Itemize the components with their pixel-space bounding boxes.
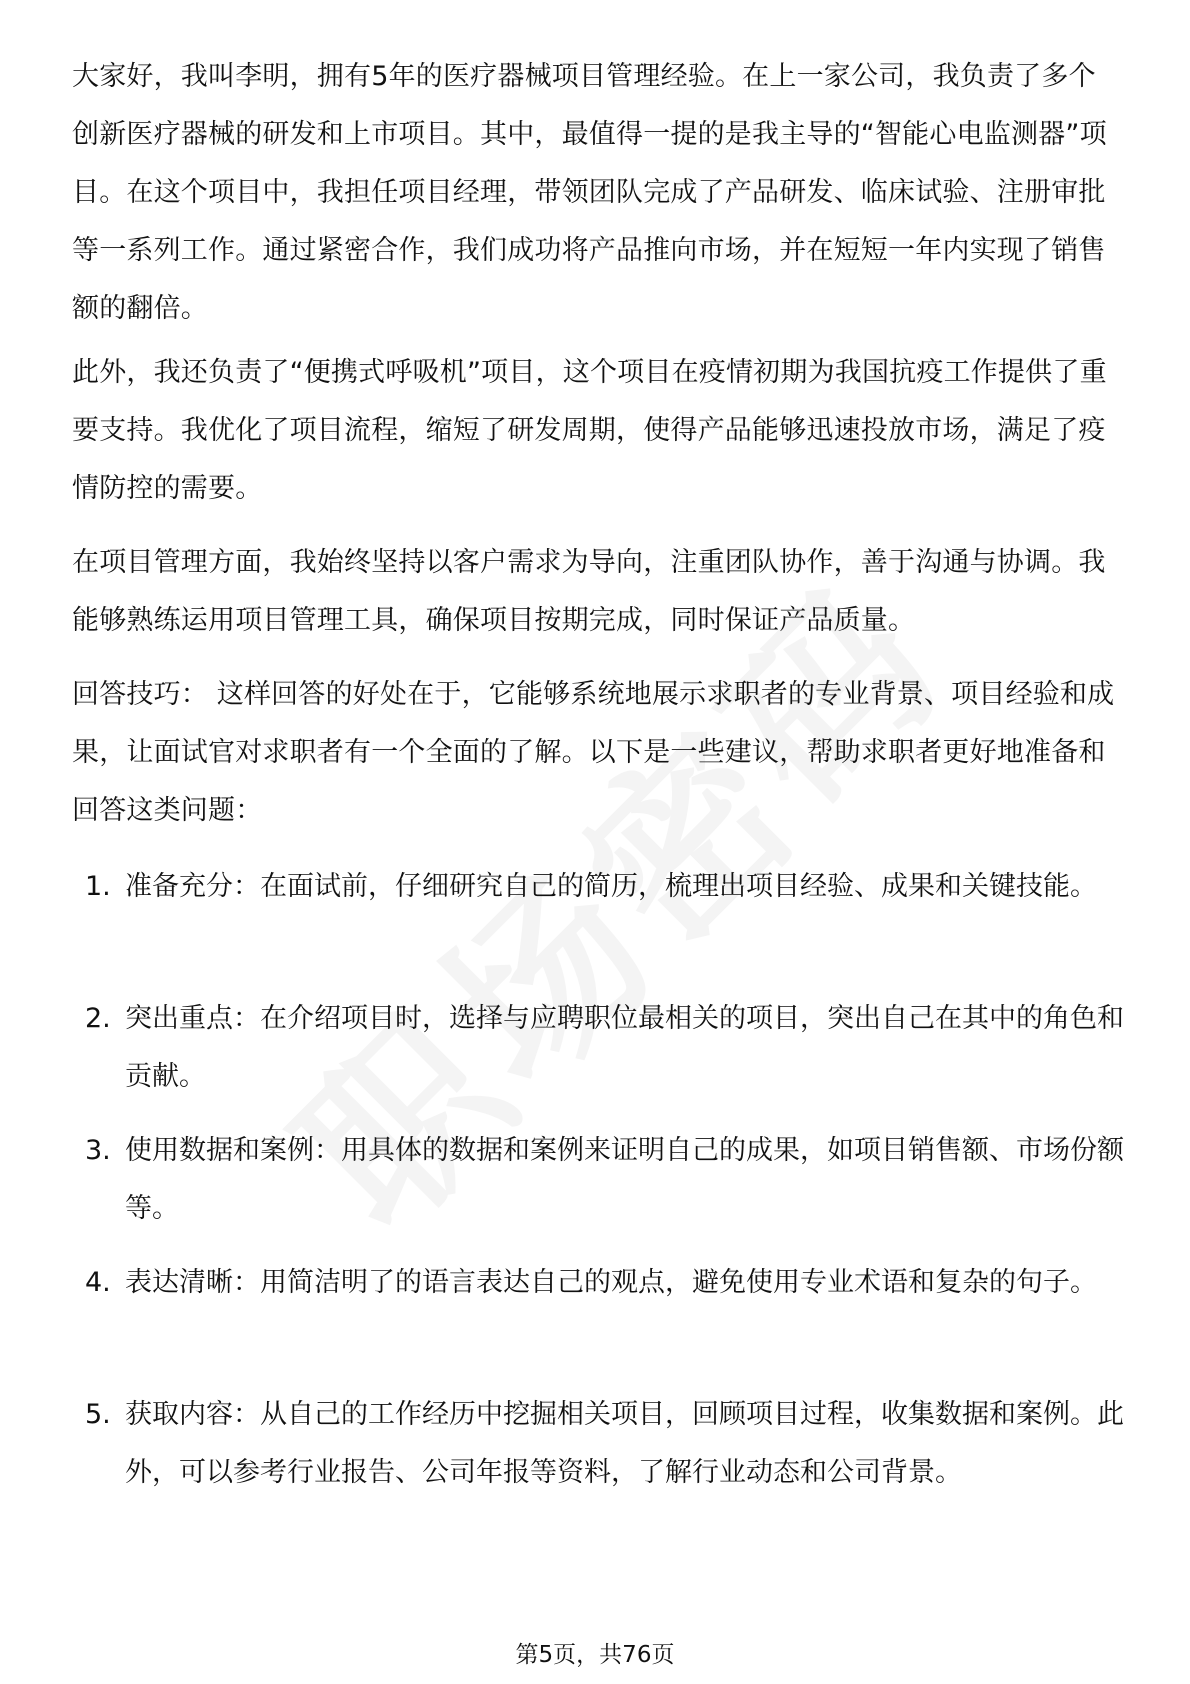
page-footer: 第5页，共76页 xyxy=(515,1642,675,1668)
list-item xyxy=(85,858,1125,916)
list-number: 4. xyxy=(85,1267,111,1298)
list-item xyxy=(85,990,1125,1106)
list-text: 突出重点：在介绍项目时，选择与应聘职位最相关的项目，突出自己在其中的角色和贡献。 xyxy=(125,1003,1124,1092)
list-item xyxy=(85,1122,1125,1238)
list-number: 1. xyxy=(85,871,111,902)
list-item xyxy=(85,1386,1125,1502)
paragraph-ventilator: 此外，我还负责了“便携式呼吸机”项目，这个项目在疫情初期为我国抗疫工作提供了重要支持。我优化了项目流程，缩短了研发周期，使得产品能够迅速投放市场，满足了疫情防控的需要。 xyxy=(72,357,1107,504)
list-text: 准备充分：在面试前，仔细研究自己的简历，梳理出项目经验、成果和关键技能。 xyxy=(125,871,1097,902)
list-text: 使用数据和案例：用具体的数据和案例来证明自己的成果，如项目销售额、市场份额等。 xyxy=(125,1135,1124,1224)
paragraph-management: 在项目管理方面，我始终坚持以客户需求为导向，注重团队协作，善于沟通与协调。我能够熟练运用项目管理工具，确保项目按期完成，同时保证产品质量。 xyxy=(72,547,1106,636)
list-number: 3. xyxy=(85,1135,111,1166)
list-number: 5. xyxy=(85,1399,111,1430)
list-item xyxy=(85,1254,1125,1312)
paragraph-intro: 大家好，我叫李明，拥有5年的医疗器械项目管理经验。在上一家公司，我负责了多个创新医疗器械的研发和上市项目。其中，最值得一提的是我主导的“智能心电监测器”项目。在这个项目中，我担任项目经理，带领团队完成了产品研发、临床试验、注册审批等一系列工作。通过紧密合作，我们成功将产品推向市场，并在短短一年内实现了销售额的翻倍。 xyxy=(72,61,1107,324)
paragraph-answer-tips: 回答技巧： 这样回答的好处在于，它能够系统地展示求职者的专业背景、项目经验和成果，让面试官对求职者有一个全面的了解。以下是一些建议，帮助求职者更好地准备和回答这类问题： xyxy=(72,679,1115,826)
list-text: 获取内容：从自己的工作经历中挖掘相关项目，回顾项目过程，收集数据和案例。此外，可以参考行业报告、公司年报等资料，了解行业动态和公司背景。 xyxy=(125,1399,1124,1488)
list-number: 2. xyxy=(85,1003,111,1034)
list-text: 表达清晰：用简洁明了的语言表达自己的观点，避免使用专业术语和复杂的句子。 xyxy=(125,1267,1097,1298)
